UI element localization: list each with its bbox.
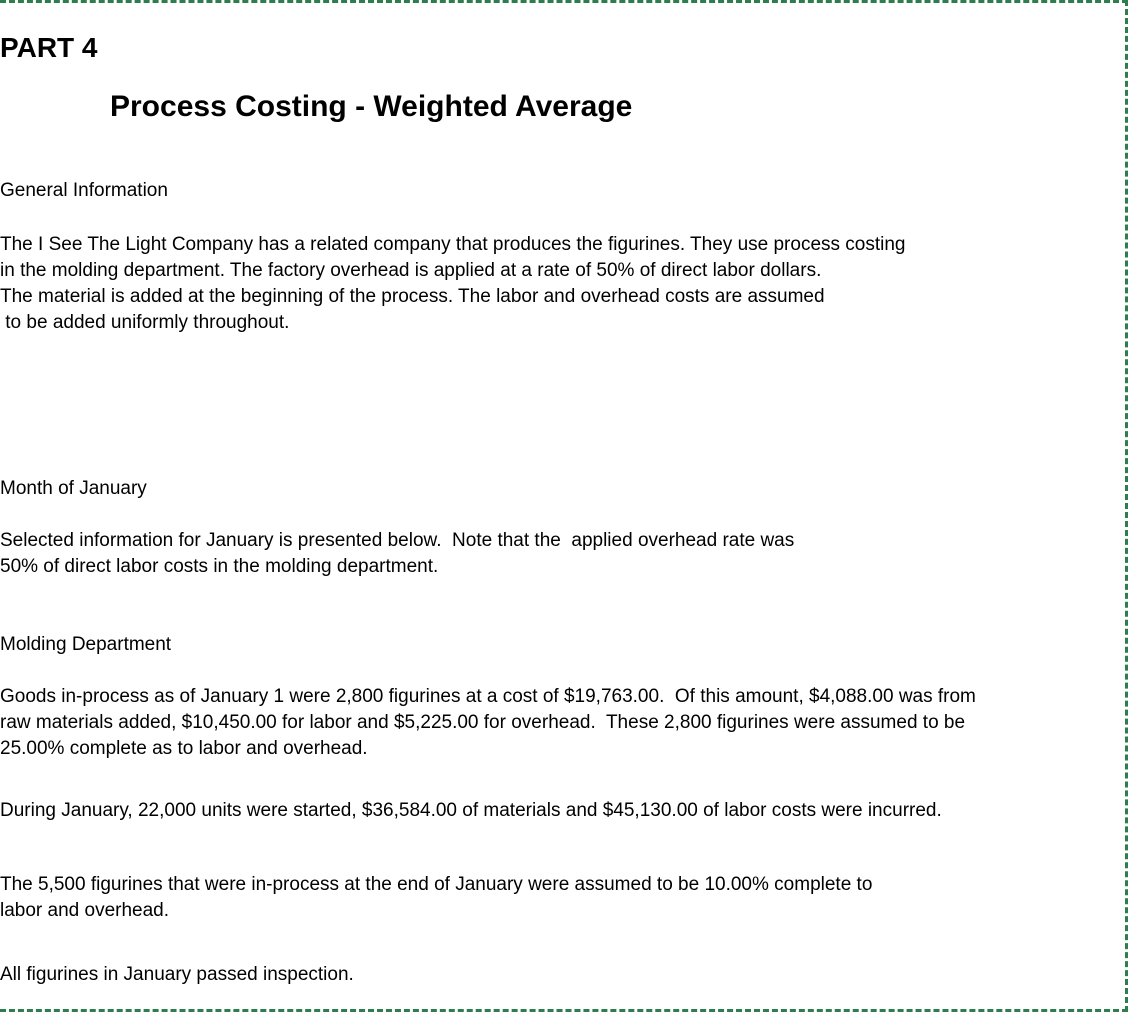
general-line-1: The I See The Light Company has a related company that produces the figurines. They use process costing	[0, 234, 906, 255]
part-label: PART 4	[0, 32, 98, 63]
page-title: Process Costing - Weighted Average	[110, 90, 633, 123]
general-line-4: to be added uniformly throughout.	[0, 312, 290, 333]
general-information-heading: General Information	[0, 180, 168, 201]
january-heading: Month of January	[0, 478, 147, 499]
inspection-line: All figurines in January passed inspection.	[0, 964, 354, 985]
january-production-line: During January, 22,000 units were started, $36,584.00 of materials and $45,130.00 of labor costs were incurred.	[0, 800, 942, 821]
general-line-2: in the molding department. The factory overhead is applied at a rate of 50% of direct labor dollars.	[0, 260, 822, 281]
ending-inventory-line-2: labor and overhead.	[0, 900, 170, 921]
beginning-inventory-line-2: raw materials added, $10,450.00 for labor and $5,225.00 for overhead. These 2,800 figurines were assumed to be	[0, 712, 966, 733]
january-line-1: Selected information for January is presented below. Note that the applied overhead rate was	[0, 530, 795, 551]
molding-department-heading: Molding Department	[0, 634, 172, 655]
january-line-2: 50% of direct labor costs in the molding department.	[0, 556, 439, 577]
beginning-inventory-line-1: Goods in-process as of January 1 were 2,800 figurines at a cost of $19,763.00. Of this amount, $4,088.00 was from	[0, 686, 976, 707]
beginning-inventory-line-3: 25.00% complete as to labor and overhead.	[0, 738, 368, 759]
general-line-3: The material is added at the beginning of the process. The labor and overhead costs are assumed	[0, 286, 825, 307]
ending-inventory-line-1: The 5,500 figurines that were in-process at the end of January were assumed to be 10.00% complete to	[0, 874, 873, 895]
